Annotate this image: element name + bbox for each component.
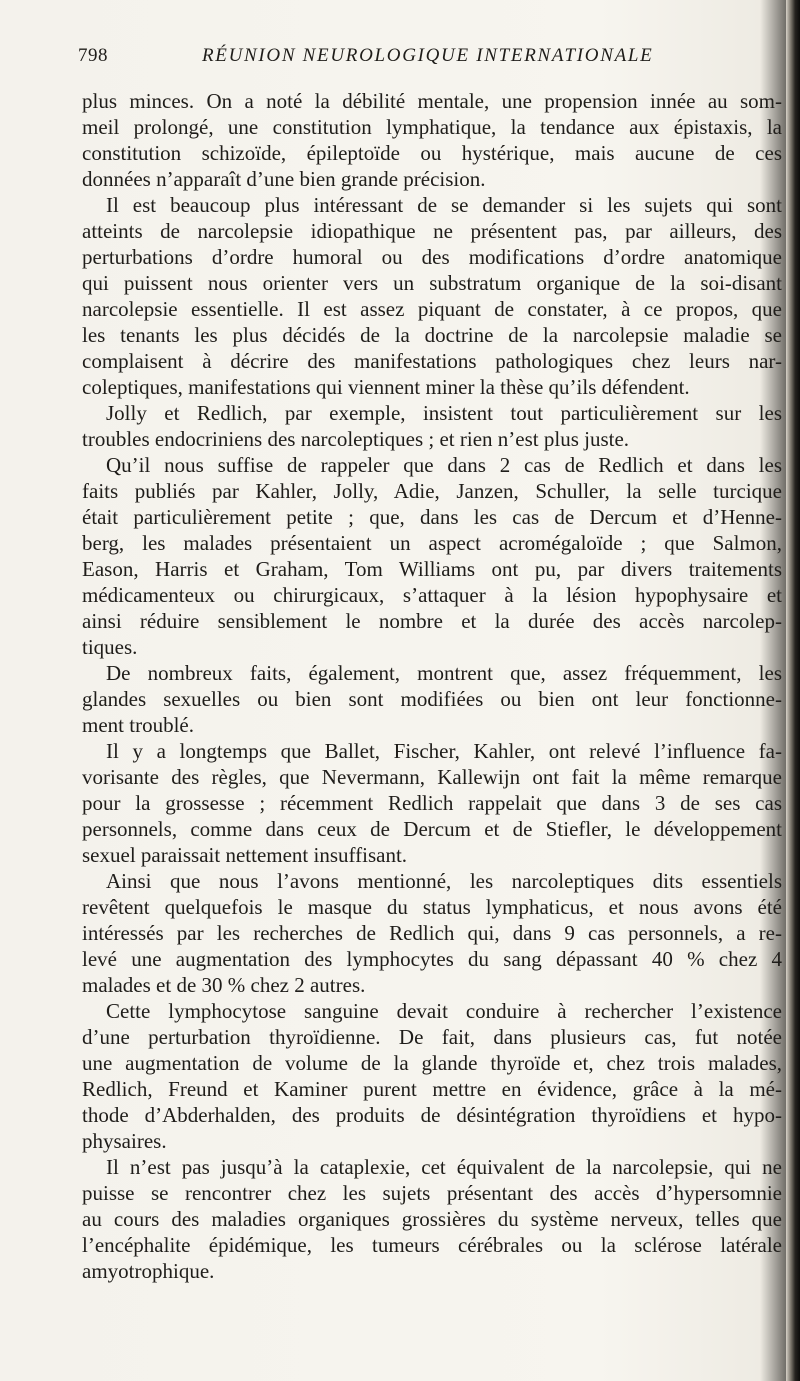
text-line: plus minces. On a noté la débilité mentale, une propension innée au som- (82, 89, 782, 113)
paragraph (82, 400, 788, 452)
text-line: constitution schizoïde, épileptoïde ou hystérique, mais aucune de ces (82, 141, 782, 165)
text-line: Eason, Harris et Graham, Tom Williams ont pu, par divers traitements (82, 557, 782, 581)
text-line: physaires. (82, 1129, 167, 1153)
text-line: malades et de 30 % chez 2 autres. (82, 973, 366, 997)
text-line: levé une augmentation des lymphocytes du sang dépassant 40 % chez 4 (82, 947, 782, 971)
text-line: ment troublé. (82, 713, 194, 737)
text-line: coleptiques, manifestations qui viennent miner la thèse qu’ils défendent. (82, 375, 690, 399)
body-text (82, 88, 788, 1284)
text-line: données n’apparaît d’une bien grande précision. (82, 167, 486, 191)
text-line: thode d’Abderhalden, des produits de désintégration thyroïdiens et hypo- (82, 1103, 782, 1127)
text-line: d’une perturbation thyroïdienne. De fait, dans plusieurs cas, fut notée (82, 1025, 782, 1049)
text-line: glandes sexuelles ou bien sont modifiées ou bien ont leur fonctionne- (82, 687, 782, 711)
text-line: vorisante des règles, que Nevermann, Kallewijn ont fait la même remarque (82, 765, 782, 789)
text-line: pour la grossesse ; récemment Redlich rappelait que dans 3 de ses cas (82, 791, 782, 815)
text-line: faits publiés par Kahler, Jolly, Adie, Janzen, Schuller, la selle turcique (82, 479, 782, 503)
paragraph (82, 1154, 788, 1284)
text-line: qui puissent nous orienter vers un substratum organique de la soi-disant (82, 271, 782, 295)
text-line: Redlich, Freund et Kaminer purent mettre en évidence, grâce à la mé- (82, 1077, 782, 1101)
text-line: amyotrophique. (82, 1259, 215, 1283)
text-line: revêtent quelquefois le masque du status lymphaticus, et nous avons été (82, 895, 782, 919)
text-line: De nombreux faits, également, montrent que, assez fréquemment, les (106, 661, 782, 685)
text-line: sexuel paraissait nettement insuffisant. (82, 843, 408, 867)
text-line: Cette lymphocytose sanguine devait conduire à rechercher l’existence (106, 999, 782, 1023)
paragraph (82, 192, 788, 400)
text-line: Il est beaucoup plus intéressant de se demander si les sujets qui sont (106, 193, 782, 217)
text-line: une augmentation de volume de la glande thyroïde et, chez trois malades, (82, 1051, 782, 1075)
paragraph (82, 868, 788, 998)
text-line: Ainsi que nous l’avons mentionné, les narcoleptiques dits essentiels (106, 869, 782, 893)
text-line: narcolepsie essentielle. Il est assez piquant de constater, à ce propos, que (82, 297, 782, 321)
page-header (60, 45, 770, 73)
text-line: complaisent à décrire des manifestations pathologiques chez leurs nar- (82, 349, 782, 373)
text-line: personnels, comme dans ceux de Dercum et de Stiefler, le développement (82, 817, 782, 841)
text-line: perturbations d’ordre humoral ou des modifications d’ordre anatomique (82, 245, 782, 269)
text-line: atteints de narcolepsie idiopathique ne présentent pas, par ailleurs, des (82, 219, 782, 243)
paragraph (82, 452, 788, 660)
paragraph (82, 738, 788, 868)
text-line: Il n’est pas jusqu’à la cataplexie, cet équivalent de la narcolepsie, qui ne (106, 1155, 782, 1179)
text-line: puisse se rencontrer chez les sujets présentant des accès d’hypersomnie (82, 1181, 782, 1205)
text-line: Jolly et Redlich, par exemple, insistent tout particulièrement sur les (106, 401, 782, 425)
text-line: médicamenteux ou chirurgicaux, s’attaquer à la lésion hypophysaire et (82, 583, 782, 607)
page-binding-edge (786, 0, 800, 1381)
text-line: était particulièrement petite ; que, dans les cas de Dercum et d’Henne- (82, 505, 782, 529)
paragraph (82, 660, 788, 738)
page-number: 798 (78, 45, 108, 66)
text-line: au cours des maladies organiques grossières du système nerveux, telles que (82, 1207, 782, 1231)
text-line: tiques. (82, 635, 138, 659)
text-line: Il y a longtemps que Ballet, Fischer, Kahler, ont relevé l’influence fa- (106, 739, 782, 763)
text-line: ainsi réduire sensiblement le nombre et la durée des accès narcolep- (82, 609, 782, 633)
text-line: meil prolongé, une constitution lymphatique, la tendance aux épistaxis, la (82, 115, 782, 139)
text-line: intéressés par les recherches de Redlich qui, dans 9 cas personnels, a re- (82, 921, 782, 945)
text-line: l’encéphalite épidémique, les tumeurs cérébrales ou la sclérose latérale (82, 1233, 782, 1257)
text-line: les tenants les plus décidés de la doctrine de la narcolepsie maladie se (82, 323, 782, 347)
running-head: RÉUNION NEUROLOGIQUE INTERNATIONALE (202, 45, 654, 66)
paragraph (82, 88, 788, 192)
text-line: Qu’il nous suffise de rappeler que dans 2 cas de Redlich et dans les (106, 453, 782, 477)
text-line: troubles endocriniens des narcoleptiques ; et rien n’est plus juste. (82, 427, 630, 451)
text-line: berg, les malades présentaient un aspect acromégaloïde ; que Salmon, (82, 531, 782, 555)
paragraph (82, 998, 788, 1154)
